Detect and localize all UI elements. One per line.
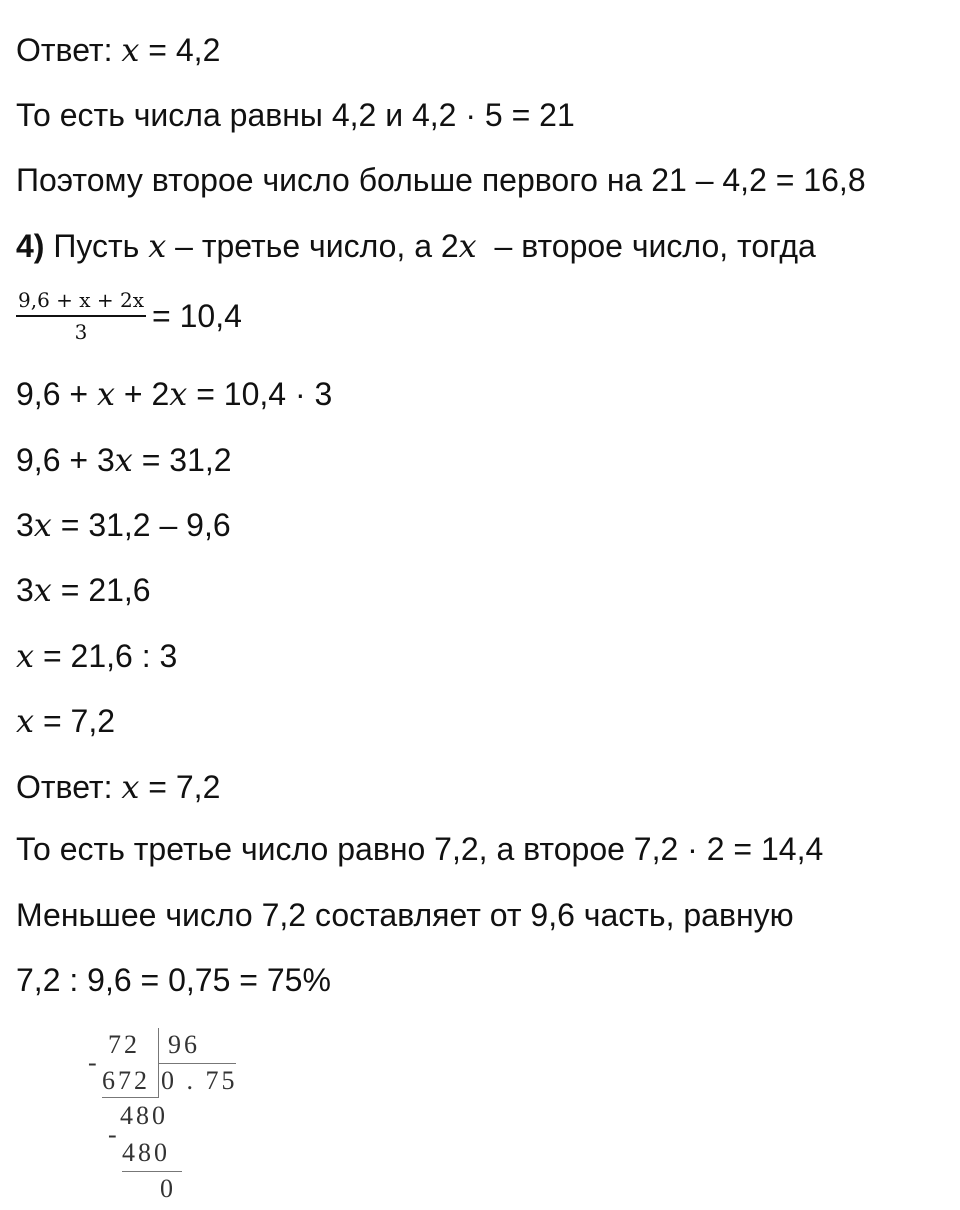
equation-step-3 bbox=[16, 505, 231, 545]
variable-x: x bbox=[114, 441, 133, 479]
fraction-denominator: 3 bbox=[74, 320, 88, 344]
minus-sign: - bbox=[108, 1120, 120, 1149]
divisor: 96 bbox=[168, 1030, 200, 1059]
text: = 31,2 – 9,6 bbox=[51, 507, 231, 543]
text: – второе число, тогда bbox=[476, 228, 816, 264]
part-number: 4) bbox=[16, 228, 45, 264]
equation-rhs: = 10,4 bbox=[152, 297, 242, 334]
text: 3 bbox=[16, 507, 34, 543]
third-second-numbers-line bbox=[16, 829, 823, 869]
equation-step-4 bbox=[16, 570, 151, 610]
text: Поэтому второе число больше первого на 21 – 4,2 = 16,8 bbox=[16, 162, 866, 198]
variable-x: x bbox=[458, 227, 477, 265]
answer-value: = 4,2 bbox=[139, 32, 221, 68]
quotient: 0 . 75 bbox=[161, 1066, 238, 1095]
text: 9,6 + bbox=[16, 376, 97, 412]
text: 7,2 : 9,6 = 0,75 = 75% bbox=[16, 962, 331, 998]
equation-step-6 bbox=[16, 701, 115, 741]
variable-x: x bbox=[148, 227, 167, 265]
remainder-1: 480 bbox=[120, 1101, 168, 1130]
text: – третье число, а 2 bbox=[166, 228, 459, 264]
subtrahend-1: 672 bbox=[102, 1066, 150, 1095]
variable-x: x bbox=[33, 506, 52, 544]
text: То есть третье число равно 7,2, а второе 7,2 · 2 = 14,4 bbox=[16, 831, 824, 867]
variable-x: x bbox=[121, 768, 140, 806]
fraction-numerator: 9,6 + x + 2x bbox=[16, 288, 146, 317]
text: = 21,6 bbox=[51, 572, 151, 608]
variable-x: x bbox=[33, 571, 52, 609]
remainder-2: 0 bbox=[160, 1174, 176, 1203]
difference-line bbox=[16, 160, 866, 200]
subtraction-line-2 bbox=[122, 1171, 182, 1172]
divisor-underline bbox=[158, 1063, 236, 1064]
fraction bbox=[16, 288, 146, 344]
answer-line-1 bbox=[16, 30, 220, 70]
percent-line bbox=[16, 960, 331, 1000]
answer-label: Ответ: bbox=[16, 769, 122, 805]
variable-x: x bbox=[96, 375, 115, 413]
numbers-equal-line bbox=[16, 95, 575, 135]
text: = 21,6 : 3 bbox=[34, 638, 178, 674]
answer-value: = 7,2 bbox=[139, 769, 221, 805]
subtrahend-2: 480 bbox=[122, 1138, 170, 1167]
text: = 31,2 bbox=[132, 442, 232, 478]
text: = 10,4 · 3 bbox=[187, 376, 333, 412]
long-division bbox=[80, 1024, 320, 1204]
text: = 7,2 bbox=[34, 703, 115, 739]
equation-step-5 bbox=[16, 636, 177, 676]
equation-step-2 bbox=[16, 440, 232, 480]
minus-sign: - bbox=[88, 1048, 100, 1077]
text: То есть числа равны 4,2 и 4,2 · 5 = 21 bbox=[16, 97, 575, 133]
text: Меньшее число 7,2 составляет от 9,6 часть, равную bbox=[16, 897, 794, 933]
smaller-number-line bbox=[16, 895, 794, 935]
text: Пусть bbox=[44, 228, 149, 264]
variable-x: x bbox=[121, 31, 140, 69]
mean-equation bbox=[16, 288, 242, 344]
text: + 2 bbox=[115, 376, 170, 412]
part-4-intro bbox=[16, 226, 816, 266]
answer-label: Ответ: bbox=[16, 32, 122, 68]
variable-x: x bbox=[16, 637, 35, 675]
variable-x: x bbox=[16, 702, 35, 740]
variable-x: x bbox=[169, 375, 188, 413]
text: 9,6 + 3 bbox=[16, 442, 115, 478]
dividend: 72 bbox=[108, 1030, 140, 1059]
answer-line-2 bbox=[16, 767, 220, 807]
text: 3 bbox=[16, 572, 34, 608]
equation-step-1 bbox=[16, 374, 332, 414]
subtraction-line-1 bbox=[102, 1097, 158, 1098]
